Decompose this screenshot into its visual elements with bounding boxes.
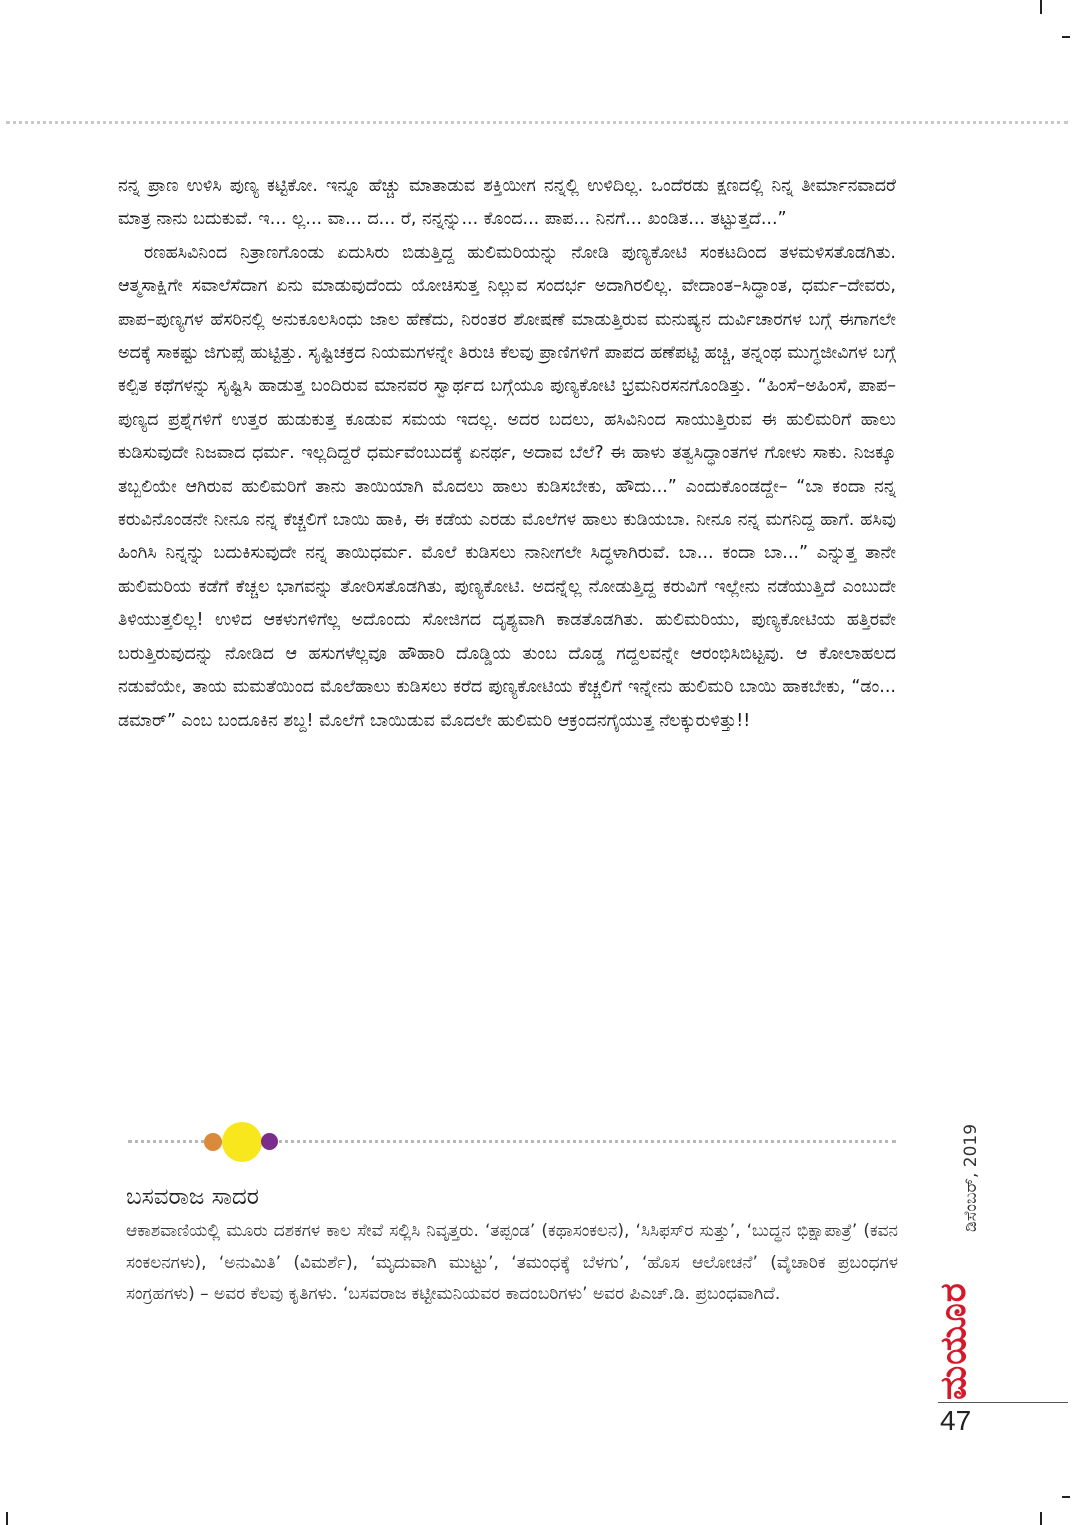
crop-mark-bottom-left (6, 1512, 8, 1525)
purple-dot (261, 1133, 278, 1150)
crop-mark-right-top (1062, 36, 1070, 38)
issue-date: ಡಿಸೆಂಬರ್, 2019 (961, 1123, 981, 1232)
author-name: ಬಸವರಾಜ ಸಾದರ (126, 1184, 259, 1210)
author-bio: ಆಕಾಶವಾಣಿಯಲ್ಲಿ ಮೂರು ದಶಕಗಳ ಕಾಲ ಸೇವೆ ಸಲ್ಲಿಸಿ ನಿವೃತ್ತರು. ‘ತಪ್ಪಂಡ’ (ಕಥಾಸಂಕಲನ), ‘ಸಿಸಿಫಸ್‌ರ ಸುತ್ತು’, ‘ಬುದ್ಧನ ಭಿಕ್ಷಾಪಾತ್ರೆ’ (ಕವನ ಸಂಕಲನಗಳು), ‘ಅನುಮಿತಿ’ (ವಿಮರ್ಶೆ), ‘ಮೃದುವಾಗಿ ಮುಟ್ಟು’, ‘ತಮಂಧಕ್ಕೆ ಬೆಳಗು’, ‘ಹೊಸ ಆಲೋಚನೆ’ (ವೈಚಾರಿಕ ಪ್ರಬಂಧಗಳ ಸಂಗ್ರಹಗಳು) – ಅವರ ಕೆಲವು ಕೃತಿಗಳು. ‘ಬಸವರಾಜ ಕಟ್ಟೀಮನಿಯವರ ಕಾದಂಬರಿಗಳು’ ಅವರ ಪಿಎಚ್.ಡಿ. ಪ್ರಬಂಧವಾಗಿದೆ. (126, 1221, 898, 1305)
story-paragraph: ನನ್ನ ಪ್ರಾಣ ಉಳಿಸಿ ಪುಣ್ಯ ಕಟ್ಟಿಕೋ. ಇನ್ನೂ ಹೆಚ್ಚು ಮಾತಾಡುವ ಶಕ್ತಿಯೀಗ ನನ್ನಲ್ಲಿ ಉಳಿದಿಲ್ಲ. ಒಂದೆರಡು ಕ್ಷಣದಲ್ಲಿ ನಿನ್ನ ತೀರ್ಮಾನವಾದರೆ ಮಾತ್ರ ನಾನು ಬದುಕುವೆ. ಇ... ಲ್ಲ... ವಾ... ದ... ರೆ, ನನ್ನನ್ನು... ಕೊಂದ... ಪಾಪ... ನಿನಗೆ... ಖಂಡಿತ... ತಟ್ಟುತ್ತದೆ...” (118, 176, 896, 230)
crop-mark-bottom-right (1040, 1512, 1042, 1525)
orange-dot (204, 1133, 222, 1151)
crop-mark-top-right (1040, 0, 1042, 14)
page-number-rule (938, 1402, 1068, 1403)
top-dotted-rule (6, 121, 1068, 124)
crop-mark-right-bottom (1062, 1496, 1070, 1498)
story-paragraph: ರಣಹಸಿವಿನಿಂದ ನಿತ್ರಾಣಗೊಂಡು ಏದುಸಿರು ಬಿಡುತ್ತಿದ್ದ ಹುಲಿಮರಿಯನ್ನು ನೋಡಿ ಪುಣ್ಯಕೋಟಿ ಸಂಕಟದಿಂದ ತಳಮಳಿಸತೊಡಗಿತು. ಆತ್ಮಸಾಕ್ಷಿಗೇ ಸವಾಲೆಸೆದಾಗ ಏನು ಮಾಡುವುದೆಂದು ಯೋಚಿಸುತ್ತ ನಿಲ್ಲುವ ಸಂದರ್ಭ ಅದಾಗಿರಲಿಲ್ಲ. ವೇದಾಂತ–ಸಿದ್ಧಾಂತ, ಧರ್ಮ–ದೇವರು, ಪಾಪ–ಪುಣ್ಯಗಳ ಹೆಸರಿನಲ್ಲಿ ಅನುಕೂಲಸಿಂಧು ಜಾಲ ಹೆಣೆದು, ನಿರಂತರ ಶೋಷಣೆ ಮಾಡುತ್ತಿರುವ ಮನುಷ್ಯನ ದುರ್ವಿಚಾರಗಳ ಬಗ್ಗೆ ಈಗಾಗಲೇ ಅದಕ್ಕೆ ಸಾಕಷ್ಟು ಜಿಗುಪ್ಸೆ ಹುಟ್ಟಿತ್ತು. ಸೃಷ್ಟಿಚಕ್ರದ ನಿಯಮಗಳನ್ನೇ ತಿರುಚಿ ಕೆಲವು ಪ್ರಾಣಿಗಳಿಗೆ ಪಾಪದ ಹಣೆಪಟ್ಟಿ ಹಚ್ಚಿ, ತನ್ನಂಥ ಮುಗ್ಧಜೀವಿಗಳ ಬಗ್ಗೆ ಕಲ್ಪಿತ ಕಥೆಗಳನ್ನು ಸೃಷ್ಟಿಸಿ ಹಾಡುತ್ತ ಬಂದಿರುವ ಮಾನವರ ಸ್ವಾರ್ಥದ ಬಗ್ಗೆಯೂ ಪುಣ್ಯಕೋಟಿ ಭ್ರಮನಿರಸನಗೊಂಡಿತ್ತು. “ಹಿಂಸೆ–ಅಹಿಂಸೆ, ಪಾಪ–ಪುಣ್ಯದ ಪ್ರಶ್ನೆಗಳಿಗೆ ಉತ್ತರ ಹುಡುಕುತ್ತ ಕೂಡುವ ಸಮಯ ಇದಲ್ಲ. ಅದರ ಬದಲು, ಹಸಿವಿನಿಂದ ಸಾಯುತ್ತಿರುವ ಈ ಹುಲಿಮರಿಗೆ ಹಾಲು ಕುಡಿಸುವುದೇ ನಿಜವಾದ ಧರ್ಮ. ಇಲ್ಲದಿದ್ದರೆ ಧರ್ಮವೆಂಬುದಕ್ಕೆ ಏನರ್ಥ, ಅದಾವ ಬೆಲೆ? ಈ ಹಾಳು ತತ್ವಸಿದ್ಧಾಂತಗಳ ಗೋಳು ಸಾಕು. ನಿಜಕ್ಕೂ ತಬ್ಬಲಿಯೇ ಆಗಿರುವ ಹುಲಿಮರಿಗೆ ತಾನು ತಾಯಿಯಾಗಿ ಮೊದಲು ಹಾಲು ಕುಡಿಸಬೇಕು, ಹೌದು...” ಎಂದುಕೊಂಡದ್ದೇ– “ಬಾ ಕಂದಾ ನನ್ನ ಕರುವಿನೊಂಡನೇ ನೀನೂ ನನ್ನ ಕೆಚ್ಚಲಿಗೆ ಬಾಯಿ ಹಾಕಿ, ಈ ಕಡೆಯ ಎರಡು ಮೊಲೆಗಳ ಹಾಲು ಕುಡಿಯಬಾ. ನೀನೂ ನನ್ನ ಮಗನಿದ್ದ ಹಾಗೆ. ಹಸಿವು ಹಿಂಗಿಸಿ ನಿನ್ನನ್ನು ಬದುಕಿಸುವುದೇ ನನ್ನ ತಾಯಿಧರ್ಮ. ಮೊಲೆ ಕುಡಿಸಲು ನಾನೀಗಲೇ ಸಿದ್ಧಳಾಗಿರುವೆ. ಬಾ... ಕಂದಾ ಬಾ...” ಎನ್ನುತ್ತ ತಾನೇ ಹುಲಿಮರಿಯ ಕಡೆಗೆ ಕೆಚ್ಚಲ ಭಾಗವನ್ನು ತೋರಿಸತೊಡಗಿತು, ಪುಣ್ಯಕೋಟಿ. ಅದನ್ನೆಲ್ಲ ನೋಡುತ್ತಿದ್ದ ಕರುವಿಗೆ ಇಲ್ಲೇನು ನಡೆಯುತ್ತಿದೆ ಎಂಬುದೇ ತಿಳಿಯುತ್ತಲಿಲ್ಲ! ಉಳಿದ ಆಕಳುಗಳಿಗೆಲ್ಲ ಅದೊಂದು ಸೋಜಿಗದ ದೃಶ್ಯವಾಗಿ ಕಾಡತೊಡಗಿತು. ಹುಲಿಮರಿಯು, ಪುಣ್ಯಕೋಟಿಯ ಹತ್ತಿರವೇ ಬರುತ್ತಿರುವುದನ್ನು ನೋಡಿದ ಆ ಹಸುಗಳೆಲ್ಲವೂ ಹೌಹಾರಿ ದೊಡ್ಡಿಯ ತುಂಬ ದೊಡ್ಡ ಗದ್ದಲವನ್ನೇ ಆರಂಭಿಸಿಬಿಟ್ಟವು. ಆ ಕೋಲಾಹಲದ ನಡುವೆಯೇ, ತಾಯ ಮಮತೆಯಿಂದ ಮೊಲೆಹಾಲು ಕುಡಿಸಲು ಕರೆದ ಪುಣ್ಯಕೋಟಿಯ ಕೆಚ್ಚಲಿಗೆ ಇನ್ನೇನು ಹುಲಿಮರಿ ಬಾಯಿ ಹಾಕಬೇಕು, “ಡಂ... ಡಮಾರ್” ಎಂಬ ಬಂದೂಕಿನ ಶಬ್ದ! ಮೊಲೆಗೆ ಬಾಯಿಡುವ ಮೊದಲೇ ಹುಲಿಮರಿ ಆಕ್ರಂದನಗೈಯುತ್ತ ನೆಲಕ್ಕುರುಳಿತ್ತು!! (118, 242, 896, 731)
story-text (118, 170, 896, 738)
magazine-logo: ಮಯೂರ (933, 1282, 974, 1400)
page-number: 47 (940, 1405, 972, 1436)
yellow-dot (222, 1122, 262, 1162)
